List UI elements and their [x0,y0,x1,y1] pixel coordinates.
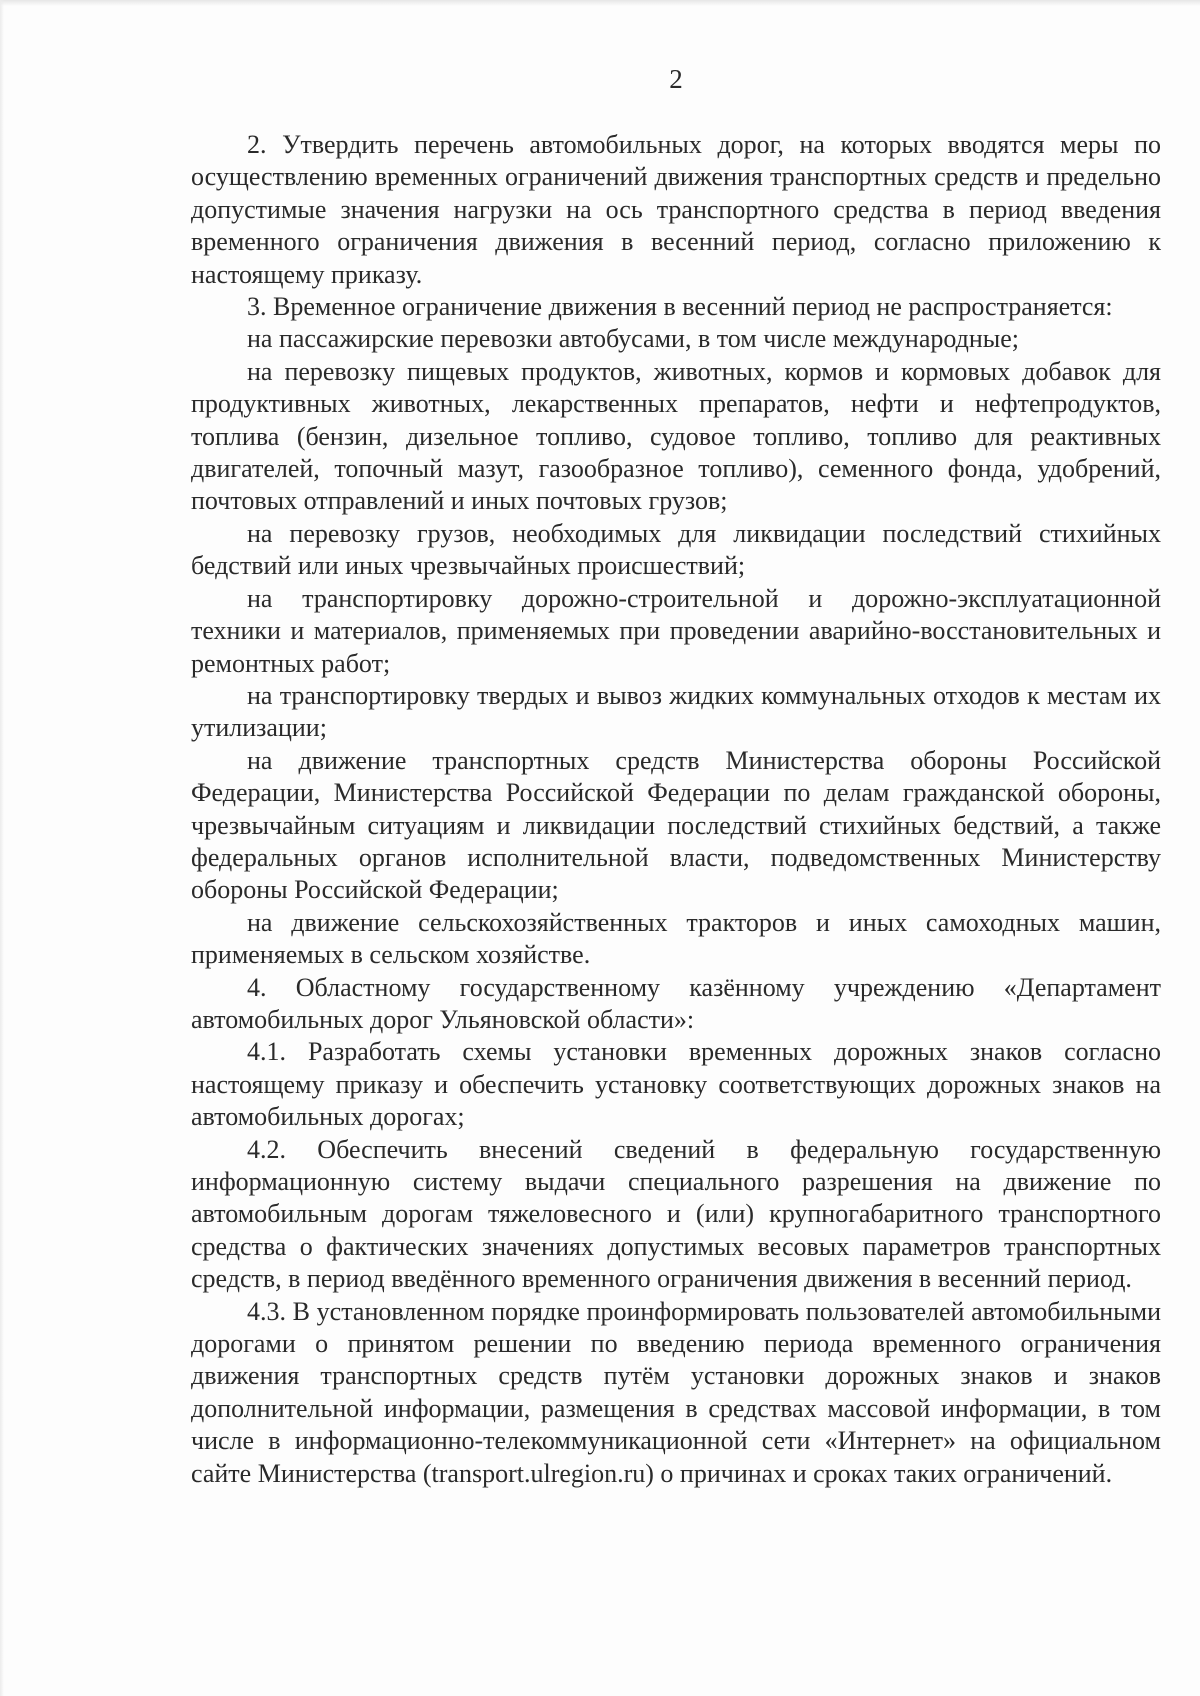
exemption-defense-vehicles: на движение транспортных средств Министерства обороны Российской Федерации, Министерства Российской Федерации по делам гражданской обороны, чрезвычайным ситуациям и ликвидации последствий стихийных бедствий, а также федеральных органов исполнительной власти, подведомственных Министерству обороны Российской Федерации; [191,745,1161,905]
exemption-road-machinery: на транспортировку дорожно-строительной и дорожно-эксплуатационной техники и материалов, применяемых при проведении аварийно-восстановительных и ремонтных работ; [191,583,1161,678]
scan-left-edge [0,0,4,1696]
exemption-waste-transport: на транспортировку твердых и вывоз жидких коммунальных отходов к местам их утилизации; [191,680,1161,743]
exemption-agricultural-machines: на движение сельскохозяйственных тракторов и иных самоходных машин, применяемых в сельском хозяйстве. [191,907,1161,970]
exemption-food-fuel-mail: на перевозку пищевых продуктов, животных, кормов и кормовых добавок для продуктивных животных, лекарственных препаратов, нефти и нефтепродуктов, топлива (бензин, дизельное топливо, судовое топливо, топливо для реактивных двигателей, топочный мазут, газообразное топливо), семенного фонда, удобрений, почтовых отправлений и иных почтовых грузов; [191,356,1161,516]
document-body [191,129,1161,1490]
paragraph-2-approve-road-list: 2. Утвердить перечень автомобильных дорог, на которых вводятся меры по осуществлению временных ограничений движения транспортных средств и предельно допустимые значения нагрузки на ось транспортного средства в период введения временного ограничения движения в весенний период, согласно приложению к настоящему приказу. [191,130,1161,289]
paragraph-4-department-intro: 4. Областному государственному казённому учреждению «Департамент автомобильных дорог Ульяновской области»: [191,972,1161,1034]
paragraph-4-1-road-signs: 4.1. Разработать схемы установки временных дорожных знаков согласно настоящему приказу и обеспечить установку соответствующих дорожных знаков на автомобильных дорогах; [191,1037,1161,1132]
scan-top-edge [0,0,1200,6]
paragraph-4-3-inform-users: 4.3. В установленном порядке проинформировать пользователей автомобильными дорогами о принятом решении по введению периода временного ограничения движения транспортных средств путём установки дорожных знаков и знаков дополнительной информации, размещения в средствах массовой информации, в том числе в информационно-телекоммуникационной сети «Интернет» на официальном сайте Министерства (transport.ulregion.ru) о причинах и сроках таких ограничений. [191,1296,1161,1488]
page-number: 2 [669,64,683,94]
exemption-passenger-buses: на пассажирские перевозки автобусами, в том числе международные; [247,324,1020,354]
paragraph-3-exemptions-intro: 3. Временное ограничение движения в весенний период не распространяется: [247,292,1113,322]
exemption-emergency-cargo: на перевозку грузов, необходимых для ликвидации последствий стихийных бедствий или иных чрезвычайных происшествий; [191,518,1161,581]
paragraph-4-2-information-system: 4.2. Обеспечить внесений сведений в федеральную государственную информационную систему выдачи специального разрешения на движение по автомобильным дорогам тяжеловесного и (или) крупногабаритного транспортного средства о фактических значениях допустимых весовых параметров транспортных средств, в период введённого временного ограничения движения в весенний период. [191,1134,1161,1294]
